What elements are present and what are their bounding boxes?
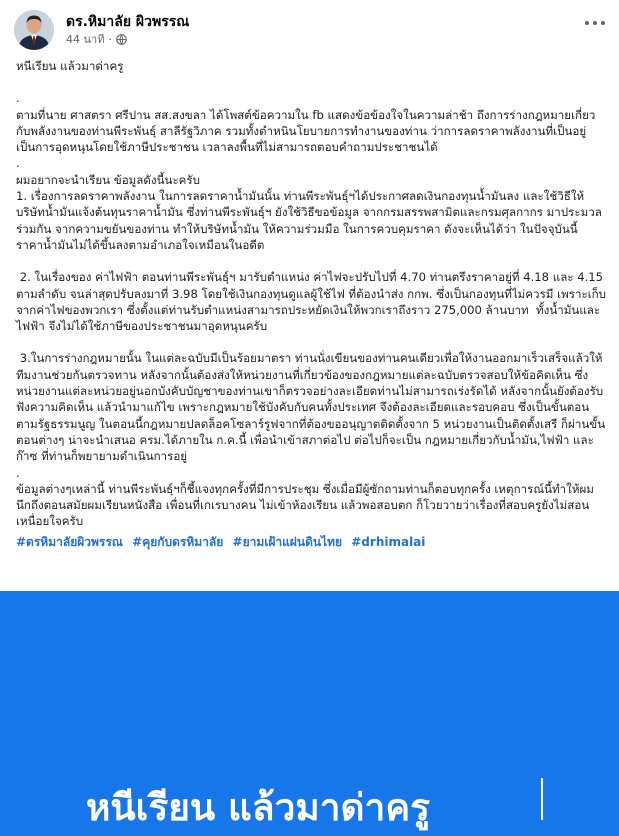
post-paragraph-1: ตามที่นาย ศาสตรา ศรีปาน สส.สงขลา ได้โพสต์ข้อความใน fb แสดงข้อข้องใจในความล่าช้า ถึงการร่างกฎหมายเกี่ยวกับพลังงานของท่านพีระพันธุ์ สาลีรัฐวิภาค รวมทั้งตำหนินโยบายการทำงานของท่าน ว่าการลดราคาพลังงานที่เป็นอยู่ เป็นการอุดหนุนโดยใช้ภาษีประชาชน เวลาลงพื้นที่ไม่สามารถตอบคำถามประชาชนได้: [16, 107, 596, 155]
post-image[interactable]: [0, 591, 619, 836]
post-meta: 44 นาที ·: [66, 30, 127, 48]
globe-icon: [116, 34, 127, 45]
post-body: [16, 58, 608, 550]
post-header: [12, 8, 607, 48]
hashtag-link[interactable]: #drhimalai: [351, 534, 426, 549]
author-avatar[interactable]: [14, 10, 54, 50]
image-title: หนีเรียน แล้วมาด่าครู: [86, 786, 430, 829]
hashtag-link[interactable]: #ยามเฝ้าแผ่นดินไทย: [232, 534, 343, 549]
post-point-2: 2. ในเรื่องของ ค่าไฟฟ้า ตอนท่านพีระพันธุ์ฯ มารับตำแหน่ง ค่าไฟจะปรับไปที่ 4.70 ท่านตรึงราคาอยู่ที่ 4.18 และ 4.15 ตามลำดับ จนล่าสุดปรับลงมาที่ 3.98 โดยใช้เงินกองทุนดูแลผู้ใช้ไฟ ที่ต้องนำส่ง กกพ. ซึ่งเป็นกองทุนที่ไม่ควรมี เพราะเก็บจากค่าไฟของพวกเรา ซึ่งตั้งแต่ท่านรับตำแหน่งสามารถประหยัดเงินให้พวกเราถึงราว 275,000 ล้านบาท ทั้งน้ำมันและไฟฟ้า จึงไม่ได้ใช้ภาษีของประชาชนมาอุดหนุนครับ: [16, 270, 607, 334]
author-name[interactable]: ดร.หิมาลัย ผิวพรรณ: [66, 14, 190, 30]
post-timestamp[interactable]: 44 นาที: [66, 33, 105, 46]
post-greeting: หนีเรียน แล้วมาด่าครู: [16, 59, 124, 73]
post-point-1: 1. เรื่องการลดราคาพลังงาน ในการลดราคาน้ำมันนั้น ท่านพีระพันธุ์ฯได้ประกาศลดเงินกองทุนน้ำมันลง และใช้วิธีให้บริษัทน้ำมันแจ้งต้นทุนราคาน้ำมัน ซึ่งท่านพีระพันธุ์ฯ ยังใช้วิธีขอข้อมูล จากกรมสรรพสามิตและกรมศุลกากร มาประมวลร่วมกัน จากความขยันของท่าน ทำให้บริษัทน้ำมัน ให้ความร่วมมือ ในการควบคุมราคา ดังจะเห็นได้ว่า ในปัจจุบันนี้ ราคาน้ำมันไม่ได้ขึ้นลงตามอำเภอใจเหมือนในอดีต: [16, 189, 602, 252]
post-closing: ข้อมูลต่างๆเหล่านี้ ท่านพีระพันธุ์ฯก็ชี้แจงทุกครั้งที่มีการประชุม ซึ่งเมื่อมีผู้ซักถามท่านก็ตอบทุกครั้ง เหตุการณ์นี้ทำให้ผมนึกถึงตอนสมัยผมเรียนหนังสือ เพื่อนที่เกเรบางคน ไม่เข้าห้องเรียน แล้วพอสอบตก ก็โวยวายว่าเรื่องที่สอบครูยังไม่สอน เหนื่อยใจครับ: [16, 481, 594, 529]
hashtag-link[interactable]: #ดรหิมาลัยผิวพรรณ: [16, 534, 123, 549]
post-dot: .: [16, 156, 20, 171]
post-dot: .: [16, 465, 20, 480]
text-cursor: [541, 778, 543, 820]
post-intro: ผมอยากจะนำเรียน ข้อมูลดังนี้นะครับ: [16, 172, 201, 187]
more-options-icon[interactable]: [583, 12, 607, 32]
hashtag-list: [16, 534, 608, 550]
post-point-3: 3.ในการร่างกฎหมายนั้น ในแต่ละฉบับมีเป็นร้อยมาตรา ท่านนั่งเขียนของท่านคนเดียวเพื่อให้งานออกมาเร็วเสร็จแล้วให้ทีมงานช่วยกันตรวจทาน หลังจากนั้นต้องส่งให้หน่วยงานที่เกี่ยวข้องของกฎหมายแต่ละฉบับตรวจสอบให้ข้อคิดเห็น ซึ่งหน่วยงานแต่ละหน่วยอยู่นอกบังคับบัญชาของท่านเขาก็ตรวจอย่างละเอียดท่านไม่สามารถเร่งรัดได้ หลังจากนั้นยังต้องรับฟังความคิดเห็น แล้วนำมาแก้ไข เพราะกฎหมายใช้บังคับกับคนทั้งประเทศ จึงต้องละเอียดและรอบคอบ ซึ่งเป็นขั้นตอนตามรัฐธรรมนูญ ในตอนนี้กฎหมายปลดล็อคโซลาร์รูฟจากที่ต้องขออนุญาตติดตั้งจาก 5 หน่วยงานเป็นติดตั้งเสรี ก็ผ่านขั้นตอนต่างๆ น่าจะนำเสนอ ครม.ได้ภายใน ก.ค.นี้ เพื่อนำเข้าสภาต่อไป ต่อไปก็จะเป็น กฎหมายเกี่ยวกับน้ำมัน,ไฟฟ้า และก๊าซ ที่ท่านก็พยายามดำเนินการอยู่: [16, 351, 606, 464]
post-dot: .: [16, 91, 20, 106]
hashtag-link[interactable]: #คุยกับดรหิมาลัย: [132, 534, 224, 549]
